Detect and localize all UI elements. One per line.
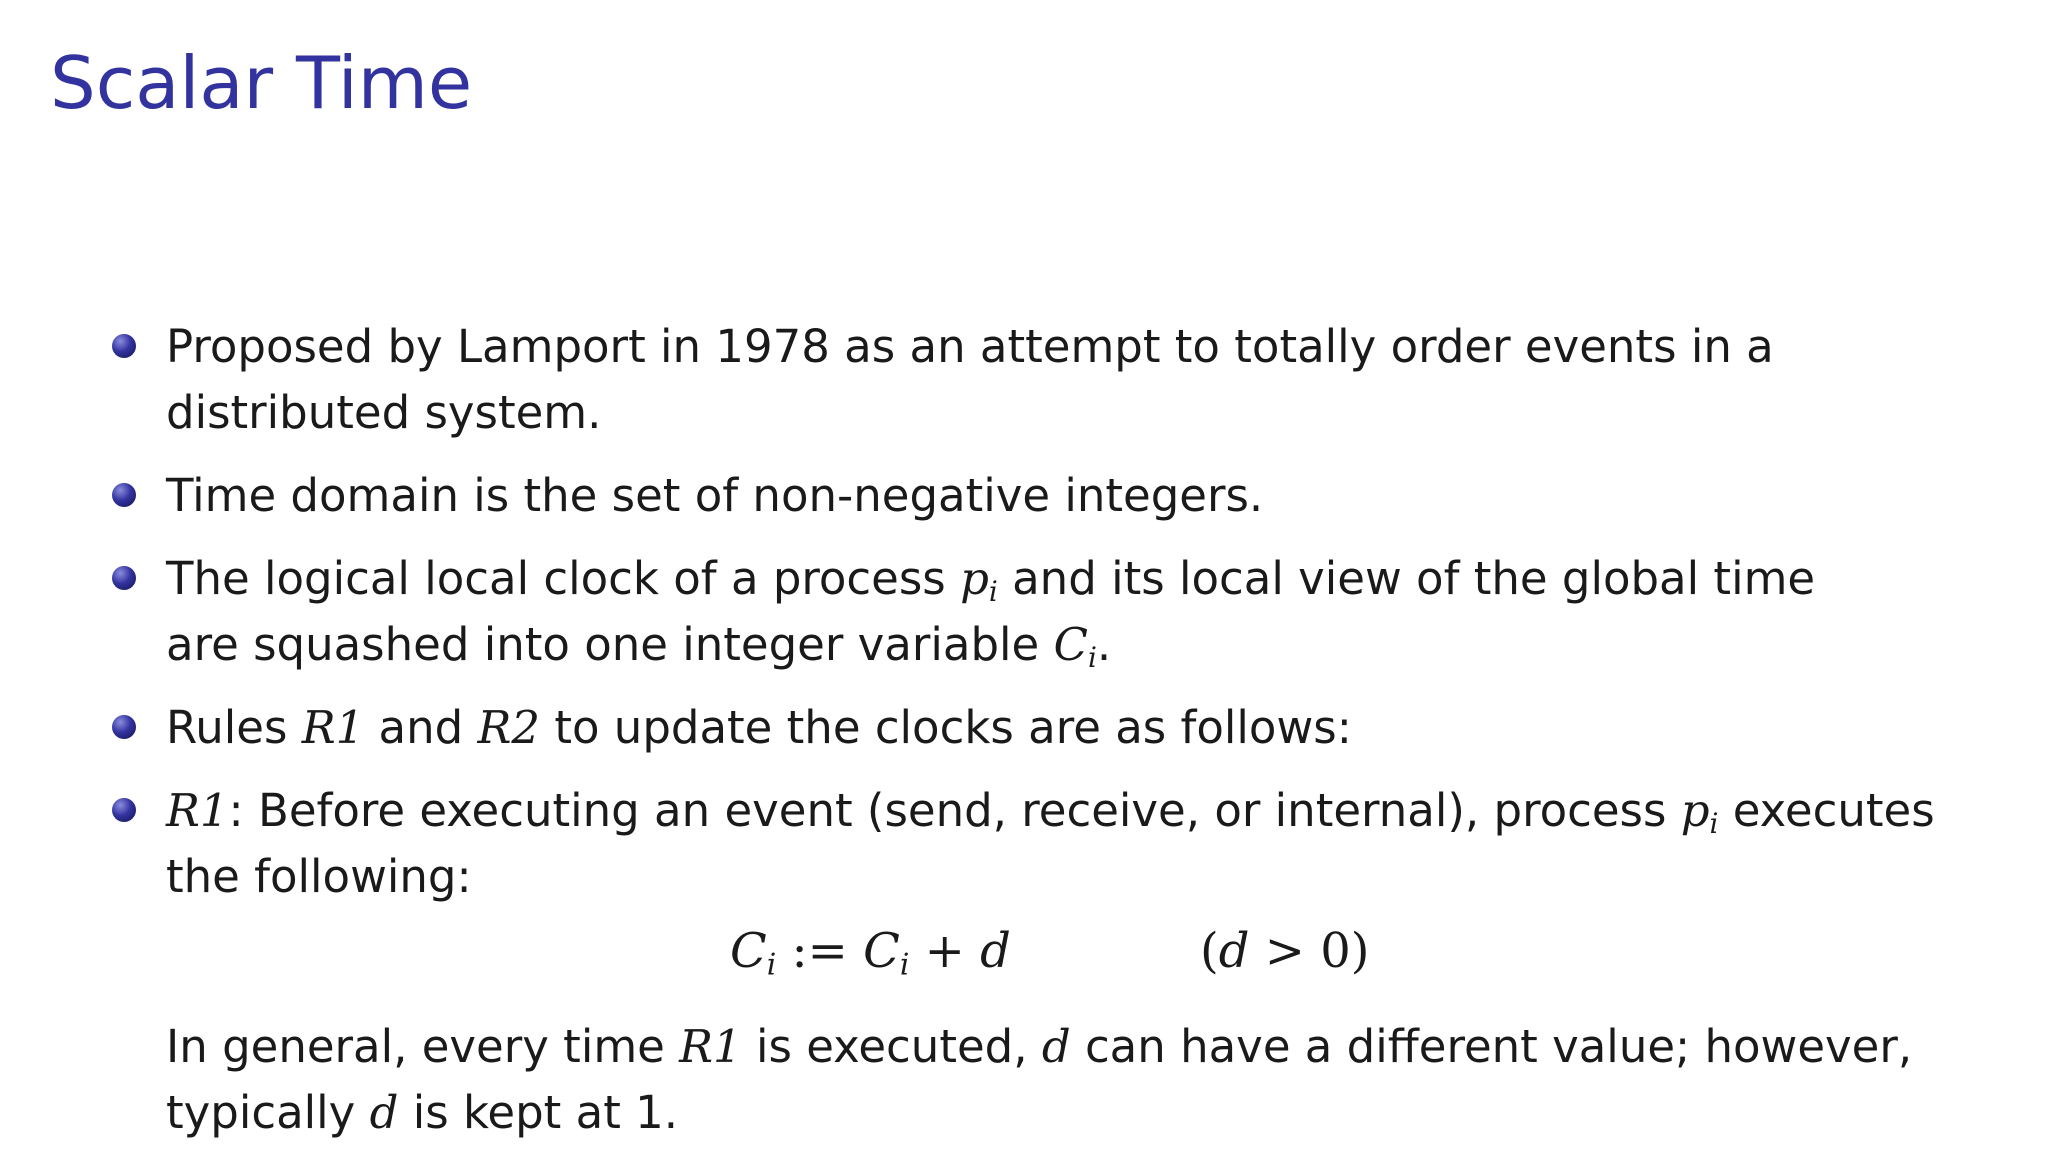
math-paren: (: [1200, 923, 1219, 979]
math-operator: :=: [776, 923, 864, 979]
text-fragment: typically: [166, 1086, 370, 1139]
rule-name: R2: [477, 701, 541, 754]
math-subscript: i: [1087, 640, 1097, 674]
text-fragment: can have a different value; however,: [1070, 1020, 1913, 1073]
bullet-icon: [112, 334, 136, 358]
math-subscript: i: [1709, 806, 1719, 840]
math-operator: >: [1249, 923, 1321, 979]
bullet-text-line: [166, 546, 2008, 612]
bullet-text-line: Time domain is the set of non-negative integers.: [166, 469, 1264, 522]
bullet-icon: [112, 715, 136, 739]
math-symbol: d: [980, 923, 1011, 979]
bullet-text-line: [166, 695, 2008, 761]
equation: [166, 918, 2008, 988]
math-symbol: d: [369, 1086, 399, 1139]
math-symbol: C: [730, 923, 767, 979]
note-text-line: [166, 1014, 2008, 1080]
text-fragment: and: [364, 701, 478, 754]
rule-name: R1: [679, 1020, 742, 1073]
equation-expression: [730, 918, 1011, 984]
text-fragment: : Before executing an event (send, receive, or internal), process: [228, 784, 1681, 837]
math-subscript: i: [766, 947, 777, 983]
text-fragment: are squashed into one integer variable: [166, 618, 1054, 671]
rule-name: R1: [166, 784, 229, 837]
math-symbol: C: [863, 923, 900, 979]
bullet-text-line: [166, 612, 2008, 678]
math-symbol: C: [1053, 618, 1088, 671]
text-fragment: is kept at 1.: [398, 1086, 679, 1139]
text-fragment: is executed,: [741, 1020, 1042, 1073]
bullet-item-rules: [0, 695, 2048, 761]
bullet-icon: [112, 483, 136, 507]
text-fragment: Rules: [166, 701, 302, 754]
slide-title: Scalar Time: [50, 41, 473, 125]
equation-condition: [1200, 918, 1369, 984]
bullet-item-logical-clock: [0, 546, 2048, 678]
bullet-text-line: Proposed by Lamport in 1978 as an attempt to totally order events in a: [166, 320, 1774, 373]
text-fragment: .: [1096, 618, 1112, 671]
math-paren: ): [1350, 923, 1370, 979]
text-fragment: to update the clocks are as follows:: [540, 701, 1352, 754]
math-subscript: i: [899, 947, 910, 983]
note-text-line: [166, 1080, 2008, 1146]
text-fragment: In general, every time: [166, 1020, 680, 1073]
bullet-text-line: distributed system.: [166, 386, 602, 439]
math-symbol: p: [1680, 784, 1710, 837]
bullet-list: [0, 314, 2048, 1163]
math-number: 0: [1320, 923, 1351, 979]
bullet-item-time-domain: [0, 463, 2048, 529]
bullet-icon: [112, 798, 136, 822]
bullet-text-line: [166, 778, 2008, 844]
math-symbol: d: [1041, 1020, 1071, 1073]
math-symbol: d: [1218, 923, 1250, 979]
text-fragment: The logical local clock of a process: [166, 552, 961, 605]
bullet-item-lamport: [0, 314, 2048, 446]
text-fragment: executes: [1718, 784, 1935, 837]
text-fragment: and its local view of the global time: [997, 552, 1816, 605]
rule-name: R1: [301, 701, 365, 754]
bullet-item-rule-r1: [0, 778, 2048, 1146]
math-subscript: i: [988, 574, 998, 608]
math-symbol: p: [960, 552, 989, 605]
math-operator: +: [909, 923, 981, 979]
bullet-icon: [112, 566, 136, 590]
bullet-text-line: the following:: [166, 850, 472, 903]
